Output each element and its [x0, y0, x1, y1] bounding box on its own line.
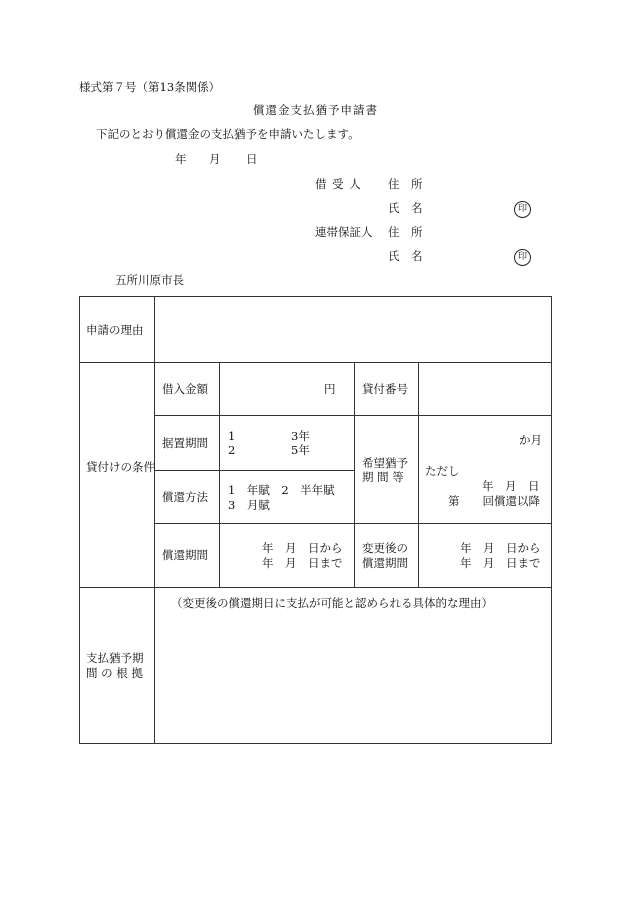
loan-amount-field[interactable]: 円 — [220, 363, 355, 416]
date-day: 日 — [246, 152, 258, 166]
borrower-seal-icon: 印 — [514, 200, 531, 218]
guarantor-label: 連帯保証人 — [315, 225, 373, 239]
repay-period-label: 償還期間 — [155, 524, 220, 588]
borrower-address-label: 住 所 — [388, 177, 423, 191]
intro-text: 下記のとおり償還金の支払猶予を申請いたします。 — [96, 127, 360, 141]
grace-period-label: 据置期間 — [155, 416, 220, 471]
desired-grace-field[interactable]: か月 ただし 年 月 日 第 回償還以降 — [419, 416, 552, 524]
basis-field[interactable]: （変更後の償還期日に支払が可能と認められる具体的な理由） — [155, 588, 552, 744]
guarantor-name-label: 氏 名 — [388, 249, 423, 263]
repay-method-label: 償還方法 — [155, 471, 220, 524]
repay-method-options[interactable]: 1 年賦 2 半年賦 3 月賦 — [220, 471, 355, 524]
page-title: 償還金支払猶予申請書 — [253, 103, 378, 117]
after-change-label: 変更後の 償還期間 — [355, 524, 419, 588]
loan-number-field[interactable] — [419, 363, 552, 416]
guarantor-seal-icon: 印 — [514, 248, 531, 266]
after-change-field[interactable]: 年 月 日から 年 月 日まで — [419, 524, 552, 588]
reason-label-cell: 申請の理由 — [80, 297, 155, 363]
borrower-name-label: 氏 名 — [388, 201, 423, 215]
basis-label-cell: 支払猶予期 間 の 根 拠 — [80, 588, 155, 744]
guarantor-address-label: 住 所 — [388, 225, 423, 239]
desired-grace-label: 希望猶予 期 間 等 — [355, 416, 419, 524]
application-table — [79, 296, 552, 744]
grace-period-options[interactable]: 1 3年 2 5年 — [220, 416, 355, 471]
loan-amount-label: 借入金額 — [155, 363, 220, 416]
loan-number-label: 貸付番号 — [355, 363, 419, 416]
date-year: 年 — [175, 152, 187, 166]
reason-field[interactable] — [155, 297, 552, 363]
borrower-label: 借 受 人 — [315, 177, 362, 191]
date-month: 月 — [209, 152, 221, 166]
addressee: 五所川原市長 — [115, 273, 184, 287]
repay-period-field[interactable]: 年 月 日から 年 月 日まで — [220, 524, 355, 588]
form-number: 様式第７号（第13条関係） — [79, 80, 221, 94]
loan-terms-label-cell: 貸付けの条件 — [80, 363, 155, 588]
